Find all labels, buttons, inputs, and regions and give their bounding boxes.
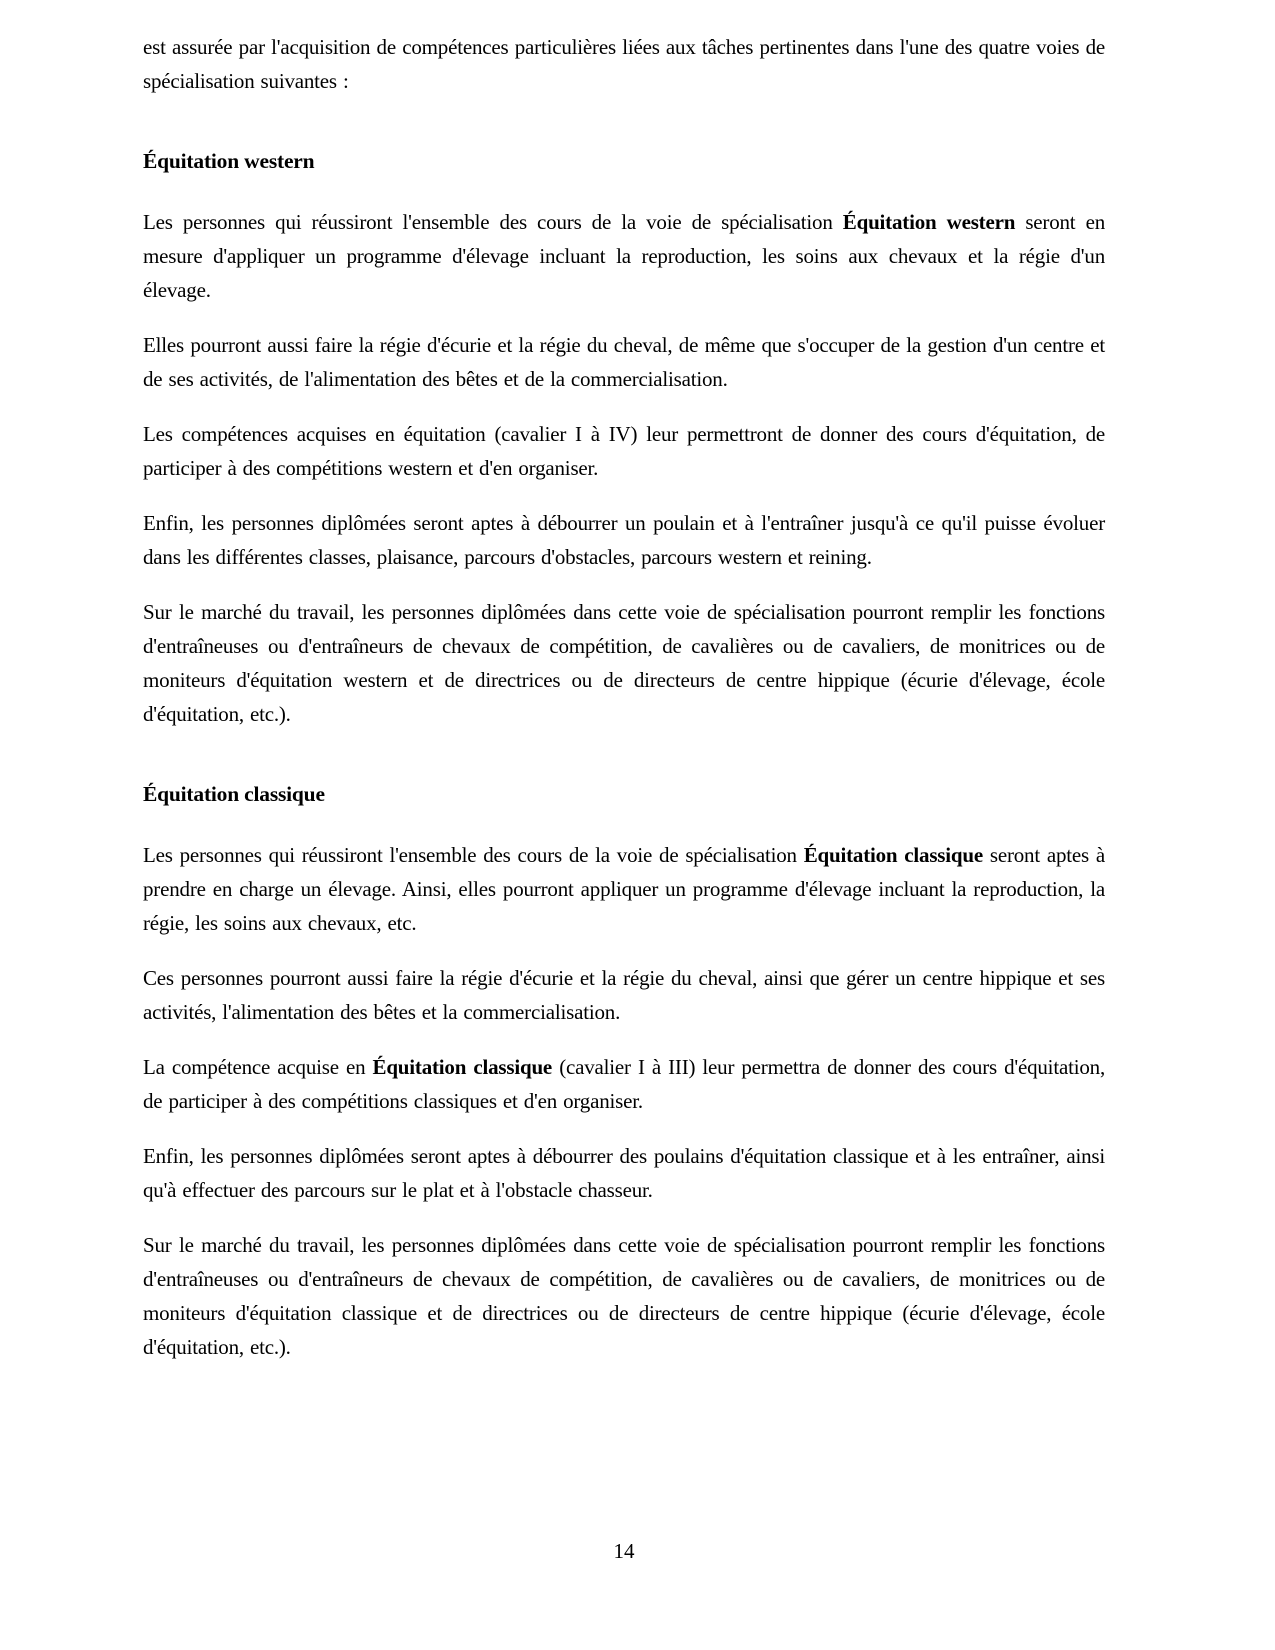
- paragraph-classique-3: [143, 1050, 1105, 1118]
- paragraph-western-5: [143, 595, 1105, 731]
- intro-paragraph: [143, 30, 1105, 98]
- paragraph-classique-5: [143, 1228, 1105, 1364]
- text-run: seront aptes à prendre en charge un élevage. Ainsi, elles pourront appliquer un programme d'élevage incluant la reproduction, la régie, les soins aux chevaux, etc.: [143, 843, 1106, 935]
- text-run: Les personnes qui réussiront l'ensemble des cours de la voie de spécialisation: [143, 843, 804, 867]
- text-run: Les compétences acquises en équitation (cavalier I à IV) leur permettront de donner des cours d'équitation, de participer à des compétitions western et d'en organiser.: [143, 422, 1105, 480]
- text-run: Les personnes qui réussiront l'ensemble des cours de la voie de spécialisation: [143, 210, 843, 234]
- text-run: Elles pourront aussi faire la régie d'écurie et la régie du cheval, de même que s'occuper de la gestion d'un centre et de ses activités, de l'alimentation des bêtes et de la commercialisation.: [143, 333, 1105, 391]
- section-heading-western: Équitation western: [143, 149, 315, 173]
- section-equitation-classique: [143, 777, 1105, 1364]
- text-run: La compétence acquise en: [143, 1055, 373, 1079]
- text-run: Sur le marché du travail, les personnes diplômées dans cette voie de spécialisation pourront remplir les fonctions d'entraîneuses ou d'entraîneurs de chevaux de compétition, de cavalières ou de cavaliers, de monitrices ou de moniteurs d'équitation western et de directrices ou de directeurs de centre hippique (écurie d'élevage, école d'équitation, etc.).: [143, 600, 1105, 726]
- bold-text-run: Équitation classique: [803, 843, 983, 867]
- paragraph-western-3: [143, 417, 1105, 485]
- paragraph-western-2: [143, 328, 1105, 396]
- text-run: est assurée par l'acquisition de compétences particulières liées aux tâches pertinentes dans l'une des quatre voies de spécialisation suivantes :: [143, 35, 1105, 93]
- paragraph-western-4: [143, 506, 1105, 574]
- paragraph-western-1: [143, 205, 1105, 307]
- section-heading-classique: Équitation classique: [143, 782, 325, 806]
- paragraph-classique-4: [143, 1139, 1105, 1207]
- text-run: seront en mesure d'appliquer un programme d'élevage incluant la reproduction, les soins aux chevaux et la régie d'un élevage.: [143, 210, 1105, 302]
- bold-text-run: Équitation western: [842, 210, 1016, 234]
- text-run: Enfin, les personnes diplômées seront aptes à débourrer des poulains d'équitation classique et à les entraîner, ainsi qu'à effectuer des parcours sur le plat et à l'obstacle chasseur.: [143, 1144, 1105, 1202]
- page-number: 14: [613, 1539, 635, 1563]
- text-run: Ces personnes pourront aussi faire la régie d'écurie et la régie du cheval, ainsi que gérer un centre hippique et ses activités, l'alimentation des bêtes et la commercialisation.: [143, 966, 1105, 1024]
- paragraph-classique-1: [143, 838, 1105, 940]
- text-run: (cavalier I à III) leur permettra de donner des cours d'équitation, de participer à des compétitions classiques et d'en organiser.: [143, 1055, 1105, 1113]
- paragraph-classique-2: [143, 961, 1105, 1029]
- text-run: Sur le marché du travail, les personnes diplômées dans cette voie de spécialisation pourront remplir les fonctions d'entraîneuses ou d'entraîneurs de chevaux de compétition, de cavalières ou de cavaliers, de monitrices ou de moniteurs d'équitation classique et de directrices ou de directeurs de centre hippique (écurie d'élevage, école d'équitation, etc.).: [143, 1233, 1105, 1359]
- text-run: Enfin, les personnes diplômées seront aptes à débourrer un poulain et à l'entraîner jusqu'à ce qu'il puisse évoluer dans les différentes classes, plaisance, parcours d'obstacles, parcours western et reining.: [143, 511, 1105, 569]
- section-equitation-western: [143, 144, 1105, 731]
- bold-text-run: Équitation classique: [372, 1055, 553, 1079]
